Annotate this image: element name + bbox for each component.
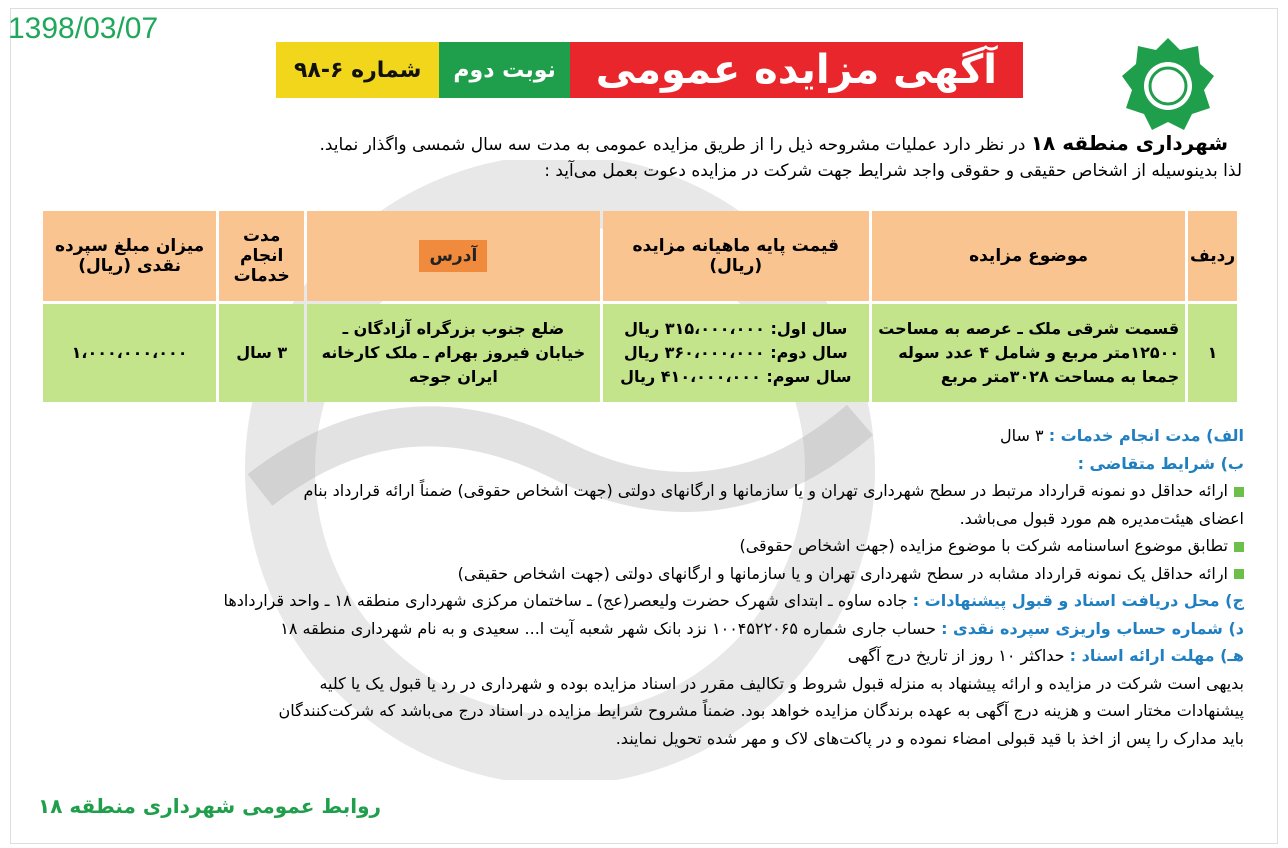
date-stamp: 1398/03/07 [8,12,159,45]
section-b-label: ب) شرایط متقاضی : [1077,453,1244,473]
section-c-value: جاده ساوه ـ ابتدای شهرک حضرت ولیعصر(عج) ـ ساختمان مرکزی شهرداری منطقه ۱۸ ـ واحد قراردادها [223,591,913,610]
price-line: سال اول: ۳۱۵،۰۰۰،۰۰۰ ریال [624,319,848,338]
section-a-label: الف) مدت انجام خدمات : [1048,426,1244,445]
section-c [30,587,1244,615]
address-line: ضلع جنوب بزرگراه آزادگان ـ [342,319,565,338]
header-row-num: ردیف [1188,211,1237,301]
header-deposit: میزان مبلغ سپرده نقدی (ریال) [43,211,216,301]
section-a-value: ۳ سال [1000,426,1049,445]
cell-address [307,304,599,402]
closing-paragraph-line: پیشنهادات مختار است و هزینه درج آگهی به عهده برندگان مزایده خواهد بود. ضمناً مشروح شرایط مزایده در اسناد درج می‌باشد که شرکت‌کنندگان [278,701,1244,720]
section-d-value: حساب جاری شماره ۱۰۰۴۵۲۲۰۶۵ نزد بانک شهر شعبه آیت ا... سعیدی و به نام شهرداری منطقه ۱۸ [280,618,942,638]
announcement-banner [276,42,1023,98]
banner-number: شماره ۶-۹۸ [276,42,439,98]
price-line: سال دوم: ۳۶۰،۰۰۰،۰۰۰ ریال [623,343,848,362]
bullet-icon [1234,487,1244,497]
section-d-label: د) شماره حساب واریزی سپرده نقدی : [941,618,1244,638]
subject-line: ۱۲۵۰۰متر مربع و شامل ۴ عدد سوله [898,343,1180,362]
closing-paragraph-line: بدیهی است شرکت در مزایده و ارائه پیشنهاد به منزله قبول شروط و تکالیف مقرر در اسناد مزایده بوده و شهرداری در رد یا قبول یک یا کلیه [319,673,1244,693]
condition-text: تطابق موضوع اساسنامه شرکت با موضوع مزایده (جهت اشخاص حقوقی) [739,536,1228,555]
price-line: سال سوم: ۴۱۰،۰۰۰،۰۰۰ ریال [620,367,852,386]
condition-text: ارائه حداقل یک نمونه قرارداد مشابه در سطح شهرداری تهران و یا سازمانها و ارگانهای دولتی (جهت اشخاص حقیقی) [457,563,1228,583]
section-b [30,450,1244,478]
section-d [30,615,1244,643]
section-e-value: حداکثر ۱۰ روز از تاریخ درج آگهی [847,646,1070,665]
address-line: خیابان فیروز بهرام ـ ملک کارخانه [321,343,586,362]
condition-text: ارائه حداقل دو نمونه قرارداد مرتبط در سطح شهرداری تهران و یا سازمانها و ارگانهای دولتی (جهت اشخاص حقوقی) ضمناً ارائه قرارداد بنام [303,481,1228,500]
condition-item-cont: اعضای هیئت‌مدیره هم مورد قبول می‌باشد. [959,508,1244,528]
cell-duration: ۳ سال [219,304,304,402]
intro-text-1: در نظر دارد عملیات مشروحه ذیل را از طریق مزایده عمومی به مدت سه سال شمسی واگذار نماید. [319,135,1031,155]
section-e-label: هـ) مهلت ارائه اسناد : [1069,646,1244,665]
header-subject: موضوع مزایده [872,211,1185,301]
address-line: ایران جوجه [408,367,498,386]
table-row [43,304,1237,402]
cell-price [603,304,869,402]
auction-table [40,208,1240,405]
header-address-label: آدرس [419,240,487,272]
header-price: قیمت پایه ماهیانه مزایده (ریال) [603,211,869,301]
subject-line: جمعا به مساحت ۳۰۲۸متر مربع [940,367,1180,386]
section-e [30,642,1244,670]
closing-paragraph-line: باید مدارک را پس از اخذ با قید قبولی امضاء نموده و در پاکت‌های لاک و مهر شده تحویل نمایند. [615,728,1244,748]
bullet-icon [1234,542,1244,552]
intro-line-1 [28,130,1228,158]
table-header-row [43,211,1237,301]
bullet-icon [1234,569,1244,579]
section-c-label: ج) محل دریافت اسناد و قبول پیشنهادات : [912,591,1244,610]
condition-item [30,477,1244,505]
cell-deposit: ۱،۰۰۰،۰۰۰،۰۰۰ [43,304,216,402]
header-address [307,211,599,301]
conditions-text [30,422,1244,752]
intro-line-2: لذا بدینوسیله از اشخاص حقیقی و حقوقی واجد شرایط جهت شرکت در مزایده دعوت بعمل می‌آید : [544,161,1242,181]
subject-line: قسمت شرقی ملک ـ عرصه به مساحت [878,319,1180,338]
public-relations-signature: روابط عمومی شهرداری منطقه ۱۸ [38,794,382,818]
tehran-municipality-logo [1118,34,1218,134]
banner-round: نوبت دوم [439,42,569,98]
header-duration: مدت انجام خدمات [219,211,304,301]
cell-row-num: ۱ [1188,304,1237,402]
condition-item [30,532,1244,560]
municipality-name: شهرداری منطقه ۱۸ [1030,131,1228,155]
banner-title: آگهی مزایده عمومی [570,42,1023,98]
condition-item [30,560,1244,588]
section-a [30,422,1244,450]
cell-subject [872,304,1185,402]
